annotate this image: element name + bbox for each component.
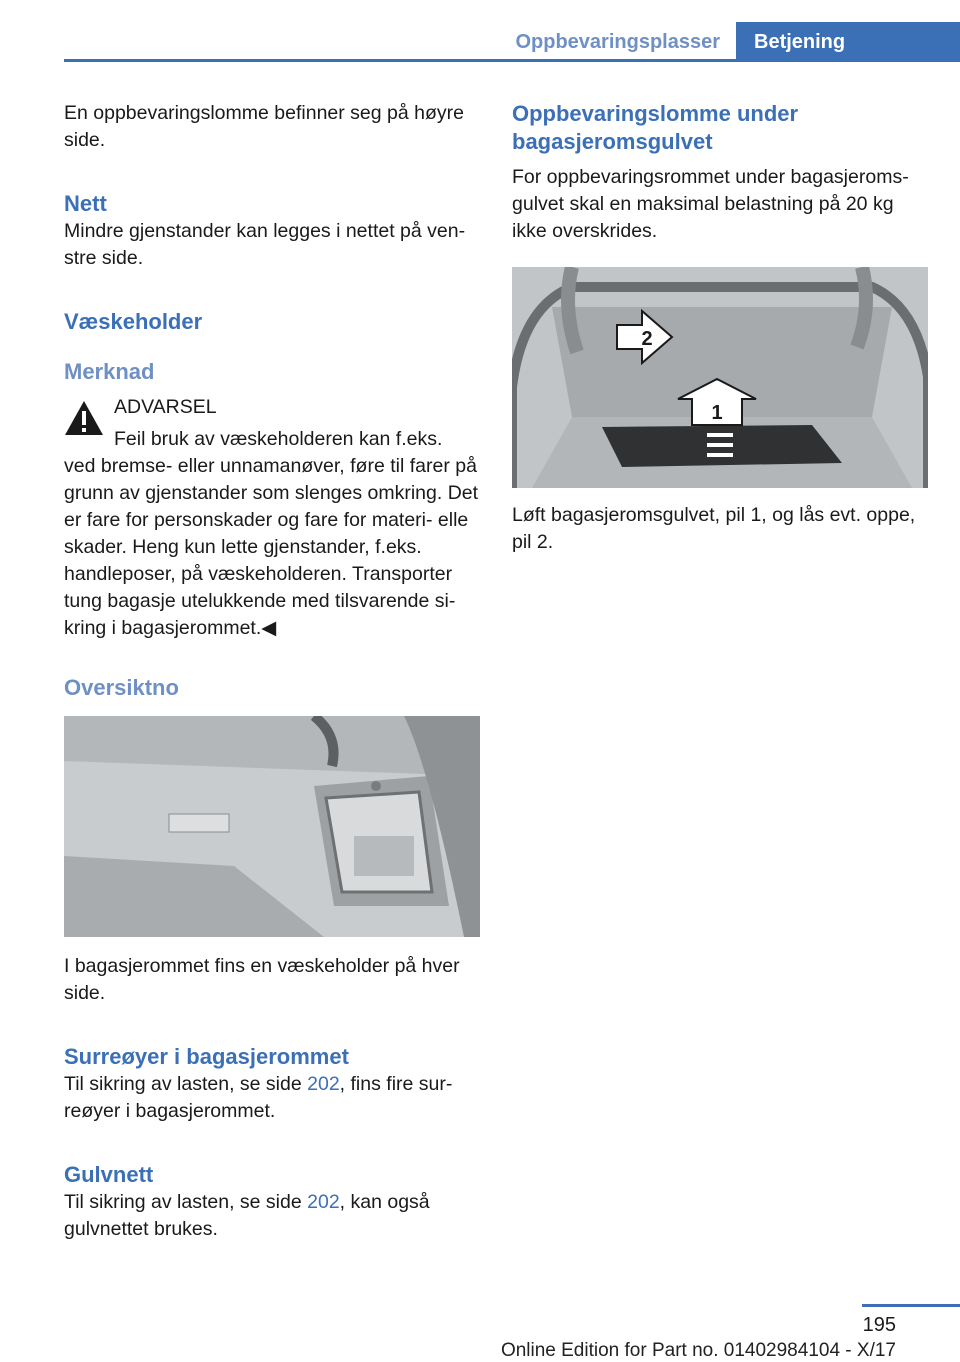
page-number: 195: [862, 1314, 896, 1336]
header-rule: [64, 59, 960, 62]
gulvnett-page-link[interactable]: 202: [307, 1191, 340, 1213]
oversikt-caption: I bagasjerommet fins en væskeholder på hver side.: [64, 955, 460, 1004]
surre-text-after: , fins fire sur- reøyer i bagasjerommet.: [64, 1073, 453, 1122]
page-header: [64, 22, 960, 62]
surre-page-link[interactable]: 202: [307, 1073, 340, 1095]
footer-rule: [862, 1304, 960, 1307]
gulvnett-text: [64, 1189, 480, 1243]
gulvnett-text-before: Til sikring av lasten, se side: [64, 1191, 308, 1213]
arrow-label-2: 2: [641, 328, 653, 350]
warning-label: ADVARSEL: [114, 396, 217, 418]
page-footer: [0, 1300, 960, 1362]
gulvnett-text-after: , kan også gulvnettet brukes.: [64, 1191, 430, 1240]
surre-text-before: Til sikring av lasten, se side: [64, 1073, 308, 1095]
nett-text: Mindre gjenstander kan legges i nettet på ven- stre side.: [64, 220, 466, 269]
warning-text: ved bremse- eller unnamanøver, føre til farer på grunn av gjenstander som slenges omkring. Det er fare for personskader og fare for materi- elle skader. Heng kun lette gjenstander, f.eks. handleposer, på væskeholderen. Transporter tung bagasje utelukkende med tilsvarende si- kring i bagasjerommet.◀: [64, 455, 479, 639]
oversikt-heading: Oversiktno: [64, 675, 179, 700]
intro-paragraph: En oppbevaringslomme befinner seg på høyre side.: [64, 102, 464, 151]
cupholder-photo: [64, 716, 480, 937]
nett-heading: Nett: [64, 191, 107, 216]
header-chapter-tab[interactable]: Betjening: [736, 22, 960, 62]
warning-text-first: Feil bruk av væskeholderen kan f.eks.: [114, 428, 443, 450]
gulvnett-heading: Gulvnett: [64, 1162, 154, 1187]
warning-box: [64, 394, 480, 642]
left-column: [64, 100, 480, 1243]
warning-triangle-icon: [64, 400, 104, 436]
right-column: [512, 100, 928, 556]
merknad-heading: Merknad: [64, 359, 155, 384]
storage-heading: Oppbevaringslomme under bagasjeromsgulvet: [512, 101, 799, 154]
edition-text: Online Edition for Part no. 01402984104 - X/17: [500, 1340, 896, 1361]
trunk-floor-photo: [512, 267, 928, 488]
vaeskeholder-heading: Væskeholder: [64, 309, 203, 334]
surre-heading: Surreøyer i bagasjerommet: [64, 1044, 349, 1069]
arrow-label-1: 1: [711, 402, 723, 424]
header-section-tab[interactable]: Oppbevaringsplasser: [515, 31, 720, 53]
storage-text: For oppbevaringsrommet under bagasjeroms- gulvet skal en maksimal belastning på 20 kg ikke overskrides.: [512, 166, 909, 242]
surre-text: [64, 1071, 480, 1125]
storage-caption: Løft bagasjeromsgulvet, pil 1, og lås evt. oppe, pil 2.: [512, 504, 916, 553]
